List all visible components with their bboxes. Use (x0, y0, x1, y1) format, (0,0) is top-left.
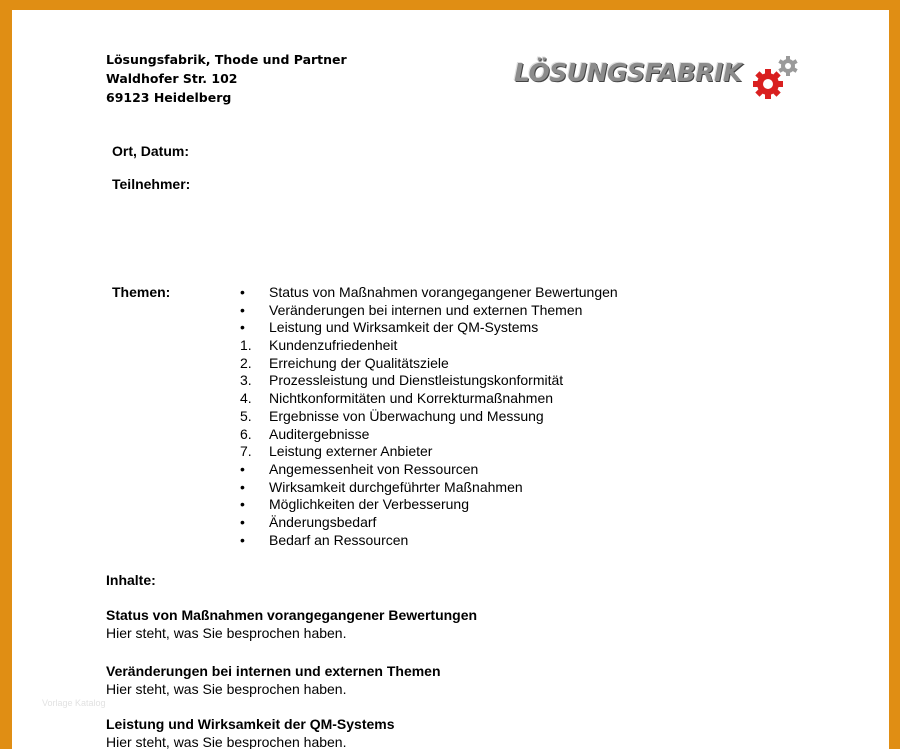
topics-list (240, 284, 618, 549)
ort-datum-label: Ort, Datum: (112, 143, 189, 159)
list-item (240, 408, 618, 426)
teilnehmer-label: Teilnehmer: (112, 176, 191, 192)
list-item (240, 390, 618, 408)
list-marker: 3. (240, 372, 252, 389)
list-marker: • (240, 513, 245, 530)
logo-text: LÖSUNGSFABRIK (514, 58, 742, 87)
list-marker: 6. (240, 425, 252, 442)
list-marker: 5. (240, 407, 252, 424)
topic-text: Veränderungen bei internen und externen Themen (269, 301, 583, 318)
list-marker: 4. (240, 390, 252, 407)
topic-text: Leistung und Wirksamkeit der QM-Systems (269, 319, 539, 336)
list-item (240, 319, 618, 337)
list-marker: 1. (240, 337, 252, 354)
topic-text: Leistung externer Anbieter (269, 443, 433, 460)
topic-text: Ergebnisse von Überwachung und Messung (269, 407, 544, 424)
section-body: Hier steht, was Sie besprochen haben. (106, 681, 347, 697)
list-marker: • (240, 301, 245, 318)
content-section (106, 715, 395, 749)
section-heading: Status von Maßnahmen vorangegangener Bewertungen (106, 607, 478, 623)
themen-label: Themen: (112, 284, 171, 300)
topic-text: Kundenzufriedenheit (269, 337, 398, 354)
inhalte-label: Inhalte: (106, 572, 156, 588)
list-item (240, 514, 618, 532)
sender-address (106, 50, 347, 107)
list-marker: • (240, 496, 245, 513)
topic-text: Nichtkonformitäten und Korrekturmaßnahmen (269, 390, 554, 407)
topic-text: Status von Maßnahmen vorangegangener Bewertungen (269, 284, 618, 300)
list-marker: • (240, 478, 245, 495)
list-item (240, 284, 618, 302)
list-item (240, 461, 618, 479)
sender-street: Waldhofer Str. 102 (106, 71, 238, 86)
list-item (240, 496, 618, 514)
gear-icon (750, 54, 806, 102)
list-marker: • (240, 460, 245, 477)
list-marker: • (240, 319, 245, 336)
list-item (240, 532, 618, 550)
section-body: Hier steht, was Sie besprochen haben. (106, 734, 347, 749)
watermark-text: Vorlage Katalog (42, 698, 106, 708)
list-item (240, 479, 618, 497)
list-marker: 2. (240, 354, 252, 371)
list-item (240, 426, 618, 444)
section-heading: Leistung und Wirksamkeit der QM-Systems (106, 716, 395, 732)
list-marker: 7. (240, 443, 252, 460)
section-body: Hier steht, was Sie besprochen haben. (106, 625, 347, 641)
list-item (240, 443, 618, 461)
topic-text: Auditergebnisse (269, 425, 370, 442)
sender-city: 69123 Heidelberg (106, 90, 232, 105)
list-marker: • (240, 284, 245, 300)
topic-text: Erreichung der Qualitätsziele (269, 354, 449, 371)
topic-text: Wirksamkeit durchgeführter Maßnahmen (269, 478, 523, 495)
section-heading: Veränderungen bei internen und externen Themen (106, 663, 441, 679)
content-section (106, 606, 477, 642)
company-logo (512, 54, 802, 102)
list-item (240, 302, 618, 320)
list-item (240, 337, 618, 355)
sender-company: Lösungsfabrik, Thode und Partner (106, 52, 347, 67)
topic-text: Möglichkeiten der Verbesserung (269, 496, 470, 513)
content-section (106, 662, 441, 698)
list-item (240, 372, 618, 390)
topic-text: Prozessleistung und Dienstleistungskonformität (269, 372, 564, 389)
topic-text: Änderungsbedarf (269, 513, 377, 530)
list-marker: • (240, 531, 245, 548)
list-item (240, 355, 618, 373)
document-page (12, 10, 889, 749)
topic-text: Angemessenheit von Ressourcen (269, 460, 479, 477)
topic-text: Bedarf an Ressourcen (269, 531, 409, 548)
